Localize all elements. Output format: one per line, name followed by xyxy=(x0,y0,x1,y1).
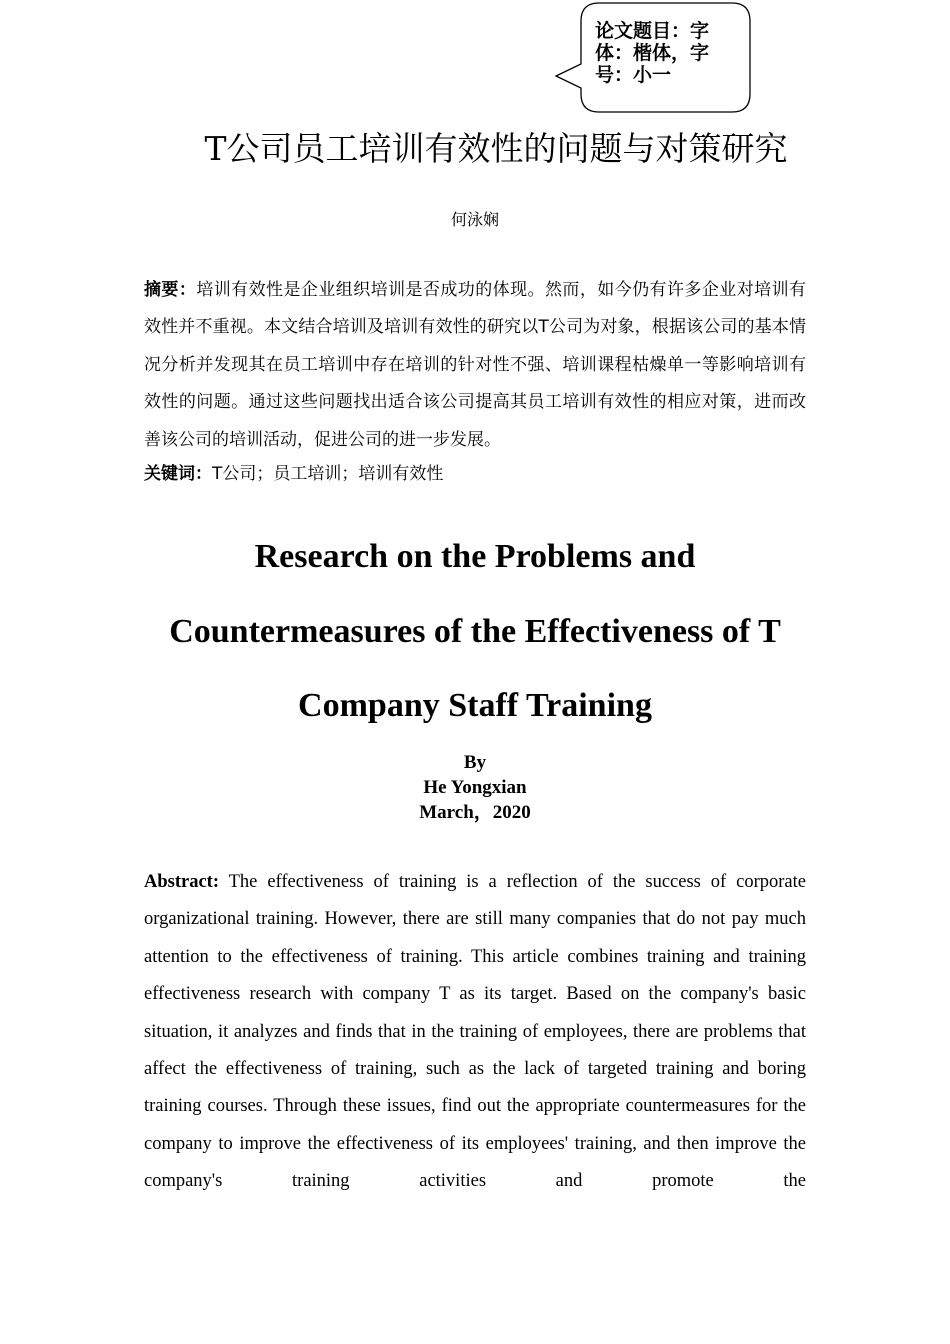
english-abstract-label: Abstract: xyxy=(144,872,220,892)
callout-note xyxy=(555,2,753,114)
chinese-abstract-label: 摘要： xyxy=(144,280,197,300)
chinese-abstract xyxy=(144,272,806,459)
chinese-keywords-text: T公司；员工培训；培训有效性 xyxy=(212,464,444,484)
callout-text: 论文题目：字体：楷体，字号：小一 xyxy=(595,20,710,86)
english-abstract xyxy=(144,864,806,1201)
english-title: Research on the Problems and Countermeasures of the Effectiveness of T Company Staff Training xyxy=(169,538,781,724)
english-abstract-text: The effectiveness of training is a reflection of the success of corporate organizational training. However, there are still many companies that do not pay much attention to the effectiveness of training. This article combines training and training effectiveness research with company T as its target. Based on the company's basic situation, it analyzes and finds that in the training of employees, there are problems that affect the effectiveness of training, such as the lack of targeted training and boring training courses. Through these issues, find out the appropriate countermeasures for the company to improve the effectiveness of its employees' training, and then improve the company's training activities and promote the xyxy=(144,872,806,1192)
byline-by: By xyxy=(463,752,487,773)
chinese-abstract-text: 培训有效性是企业组织培训是否成功的体现。然而，如今仍有许多企业对培训有效性并不重视。本文结合培训及培训有效性的研究以T公司为对象，根据该公司的基本情况分析并发现其在员工培训中存在培训的针对性不强、培训课程枯燥单一等影响培训有效性的问题。通过这些问题找出适合该公司提高其员工培训有效性的相应对策，进而改善该公司的培训活动，促进公司的进一步发展。 xyxy=(144,280,807,450)
chinese-keywords xyxy=(144,459,806,489)
english-date: March，2020 xyxy=(419,802,531,823)
english-author: He Yongxian xyxy=(423,777,527,798)
chinese-keywords-label: 关键词： xyxy=(144,464,212,484)
chinese-title: T公司员工培训有效性的问题与对策研究 xyxy=(204,129,788,168)
chinese-author: 何泳娴 xyxy=(450,210,499,229)
